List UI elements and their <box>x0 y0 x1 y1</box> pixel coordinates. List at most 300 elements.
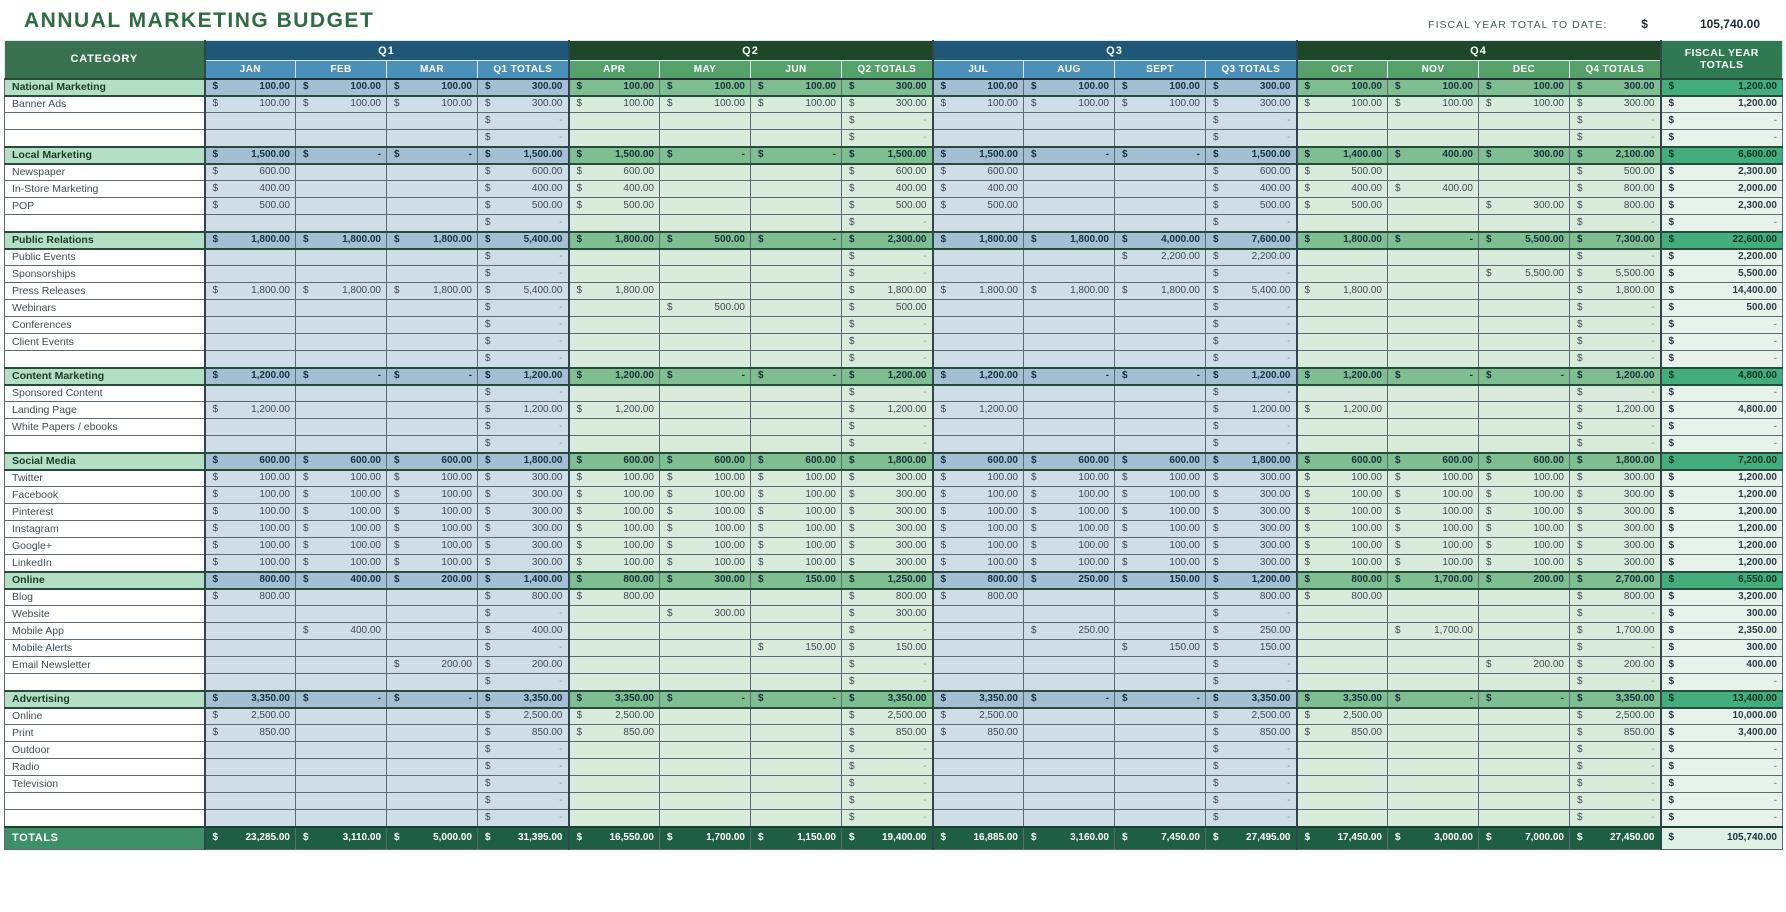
cell-jan[interactable] <box>205 113 296 130</box>
cell-feb[interactable] <box>296 742 387 759</box>
month-header-apr[interactable]: APR <box>569 61 660 79</box>
cell-fy-total[interactable]: $ 300.00 <box>1661 606 1783 623</box>
cell-fy-total[interactable]: $ 14,400.00 <box>1661 283 1783 300</box>
cell-q1-total[interactable]: $ 300.00 <box>478 555 569 572</box>
cell-jun[interactable]: $ - <box>751 147 842 164</box>
cell-jan[interactable]: $ 100.00 <box>205 504 296 521</box>
cell-dec[interactable]: $ 7,000.00 <box>1479 827 1570 850</box>
cell-may[interactable] <box>660 776 751 793</box>
row-label-cell[interactable] <box>5 351 205 368</box>
row-label-cell[interactable]: Twitter <box>5 470 205 487</box>
cell-q4-total[interactable]: $ 5,500.00 <box>1570 266 1661 283</box>
cell-q4-total[interactable]: $ 300.00 <box>1570 504 1661 521</box>
cell-aug[interactable] <box>1024 164 1115 181</box>
cell-q3-total[interactable]: $ - <box>1206 266 1297 283</box>
cell-jan[interactable]: $ 100.00 <box>205 487 296 504</box>
cell-q1-total[interactable]: $ - <box>478 300 569 317</box>
cell-mar[interactable]: $ 600.00 <box>387 453 478 470</box>
cell-q4-total[interactable]: $ - <box>1570 334 1661 351</box>
cell-jan[interactable]: $ 100.00 <box>205 96 296 113</box>
cell-mar[interactable]: $ 100.00 <box>387 521 478 538</box>
cell-sept[interactable] <box>1115 198 1206 215</box>
cell-dec[interactable]: $ 100.00 <box>1479 96 1570 113</box>
cell-feb[interactable] <box>296 266 387 283</box>
cell-q2-total[interactable]: $ 300.00 <box>842 96 933 113</box>
cell-fy-total[interactable]: $ 2,000.00 <box>1661 181 1783 198</box>
row-label-cell[interactable]: Sponsored Content <box>5 385 205 402</box>
cell-jun[interactable]: $ 100.00 <box>751 504 842 521</box>
cell-fy-total[interactable]: $ 1,200.00 <box>1661 555 1783 572</box>
cell-aug[interactable] <box>1024 674 1115 691</box>
cell-apr[interactable] <box>569 640 660 657</box>
cell-fy-total[interactable]: $ 5,500.00 <box>1661 266 1783 283</box>
cell-q2-total[interactable]: $ 300.00 <box>842 487 933 504</box>
cell-q2-total[interactable]: $ - <box>842 793 933 810</box>
cell-jan[interactable] <box>205 742 296 759</box>
cell-q4-total[interactable]: $ - <box>1570 776 1661 793</box>
cell-q1-total[interactable]: $ 1,200.00 <box>478 368 569 385</box>
cell-jun[interactable] <box>751 317 842 334</box>
cell-jul[interactable]: $ 1,200.00 <box>933 402 1024 419</box>
row-label-cell[interactable]: Newspaper <box>5 164 205 181</box>
cell-q3-total[interactable]: $ - <box>1206 113 1297 130</box>
cell-mar[interactable] <box>387 674 478 691</box>
cell-may[interactable] <box>660 623 751 640</box>
cell-q3-total[interactable]: $ 300.00 <box>1206 96 1297 113</box>
cell-dec[interactable]: $ - <box>1479 691 1570 708</box>
row-label-cell[interactable]: Advertising <box>5 691 205 708</box>
cell-jun[interactable]: $ 100.00 <box>751 79 842 96</box>
cell-aug[interactable] <box>1024 776 1115 793</box>
cell-jun[interactable] <box>751 402 842 419</box>
cell-apr[interactable] <box>569 249 660 266</box>
cell-q4-total[interactable]: $ 2,500.00 <box>1570 708 1661 725</box>
cell-jun[interactable] <box>751 283 842 300</box>
cell-mar[interactable] <box>387 198 478 215</box>
cell-jul[interactable] <box>933 351 1024 368</box>
cell-aug[interactable]: $ 100.00 <box>1024 504 1115 521</box>
row-label-cell[interactable]: Email Newsletter <box>5 657 205 674</box>
cell-may[interactable]: $ 100.00 <box>660 470 751 487</box>
cell-aug[interactable] <box>1024 334 1115 351</box>
cell-feb[interactable] <box>296 589 387 606</box>
cell-nov[interactable]: $ 600.00 <box>1388 453 1479 470</box>
cell-q2-total[interactable]: $ 300.00 <box>842 538 933 555</box>
quarter-header-q4[interactable]: Q4 <box>1297 41 1661 61</box>
cell-jul[interactable] <box>933 436 1024 453</box>
cell-may[interactable]: $ 600.00 <box>660 453 751 470</box>
cell-jun[interactable]: $ 100.00 <box>751 521 842 538</box>
cell-oct[interactable]: $ 100.00 <box>1297 470 1388 487</box>
cell-may[interactable]: $ 300.00 <box>660 572 751 589</box>
cell-jan[interactable]: $ 100.00 <box>205 538 296 555</box>
row-label-cell[interactable]: Public Relations <box>5 232 205 249</box>
cell-feb[interactable]: $ 100.00 <box>296 470 387 487</box>
cell-sept[interactable]: $ 100.00 <box>1115 504 1206 521</box>
cell-aug[interactable]: $ 100.00 <box>1024 79 1115 96</box>
cell-dec[interactable] <box>1479 351 1570 368</box>
cell-nov[interactable] <box>1388 198 1479 215</box>
cell-may[interactable] <box>660 742 751 759</box>
cell-jul[interactable] <box>933 334 1024 351</box>
cell-nov[interactable] <box>1388 742 1479 759</box>
cell-apr[interactable]: $ 100.00 <box>569 504 660 521</box>
cell-jan[interactable] <box>205 623 296 640</box>
cell-jan[interactable] <box>205 436 296 453</box>
cell-may[interactable]: $ 100.00 <box>660 555 751 572</box>
cell-oct[interactable] <box>1297 436 1388 453</box>
quarter-header-q1[interactable]: Q1 <box>205 41 569 61</box>
cell-jan[interactable]: $ 1,200.00 <box>205 368 296 385</box>
cell-jun[interactable]: $ 100.00 <box>751 96 842 113</box>
cell-dec[interactable] <box>1479 623 1570 640</box>
cell-may[interactable] <box>660 164 751 181</box>
cell-q4-total[interactable]: $ 1,700.00 <box>1570 623 1661 640</box>
cell-apr[interactable]: $ 2,500.00 <box>569 708 660 725</box>
cell-q2-total[interactable]: $ 300.00 <box>842 79 933 96</box>
month-header-jan[interactable]: JAN <box>205 61 296 79</box>
cell-nov[interactable]: $ 1,700.00 <box>1388 572 1479 589</box>
month-header-nov[interactable]: NOV <box>1388 61 1479 79</box>
cell-q3-total[interactable]: $ - <box>1206 793 1297 810</box>
cell-oct[interactable] <box>1297 606 1388 623</box>
row-label-cell[interactable]: Instagram <box>5 521 205 538</box>
cell-may[interactable] <box>660 181 751 198</box>
cell-dec[interactable] <box>1479 283 1570 300</box>
cell-jun[interactable] <box>751 334 842 351</box>
cell-sept[interactable]: $ 100.00 <box>1115 470 1206 487</box>
cell-may[interactable] <box>660 198 751 215</box>
cell-may[interactable] <box>660 130 751 147</box>
cell-jan[interactable]: $ 23,285.00 <box>205 827 296 850</box>
cell-jan[interactable] <box>205 266 296 283</box>
cell-dec[interactable]: $ 300.00 <box>1479 198 1570 215</box>
cell-q4-total[interactable]: $ - <box>1570 436 1661 453</box>
row-label-cell[interactable]: Banner Ads <box>5 96 205 113</box>
cell-nov[interactable] <box>1388 759 1479 776</box>
cell-q1-total[interactable]: $ 300.00 <box>478 96 569 113</box>
cell-nov[interactable]: $ 100.00 <box>1388 555 1479 572</box>
row-label-cell[interactable]: Website <box>5 606 205 623</box>
cell-q4-total[interactable]: $ - <box>1570 640 1661 657</box>
cell-sept[interactable]: $ - <box>1115 147 1206 164</box>
cell-apr[interactable] <box>569 419 660 436</box>
cell-sept[interactable] <box>1115 793 1206 810</box>
cell-q3-total[interactable]: $ - <box>1206 385 1297 402</box>
cell-nov[interactable]: $ 100.00 <box>1388 79 1479 96</box>
cell-sept[interactable]: $ 7,450.00 <box>1115 827 1206 850</box>
cell-aug[interactable]: $ - <box>1024 691 1115 708</box>
cell-may[interactable]: $ 300.00 <box>660 606 751 623</box>
cell-q1-total[interactable]: $ 500.00 <box>478 198 569 215</box>
cell-aug[interactable]: $ 3,160.00 <box>1024 827 1115 850</box>
cell-aug[interactable] <box>1024 419 1115 436</box>
cell-apr[interactable] <box>569 623 660 640</box>
cell-mar[interactable] <box>387 351 478 368</box>
cell-jan[interactable]: $ 850.00 <box>205 725 296 742</box>
cell-q1-total[interactable]: $ - <box>478 436 569 453</box>
cell-fy-total[interactable]: $ - <box>1661 419 1783 436</box>
cell-may[interactable]: $ 500.00 <box>660 232 751 249</box>
cell-jun[interactable] <box>751 657 842 674</box>
cell-q4-total[interactable]: $ 7,300.00 <box>1570 232 1661 249</box>
cell-dec[interactable] <box>1479 334 1570 351</box>
cell-q1-total[interactable]: $ 5,400.00 <box>478 232 569 249</box>
cell-dec[interactable]: $ 300.00 <box>1479 147 1570 164</box>
cell-dec[interactable] <box>1479 810 1570 827</box>
cell-jan[interactable]: $ 600.00 <box>205 453 296 470</box>
cell-q3-total[interactable]: $ - <box>1206 674 1297 691</box>
cell-aug[interactable] <box>1024 181 1115 198</box>
cell-q3-total[interactable]: $ 300.00 <box>1206 538 1297 555</box>
cell-sept[interactable] <box>1115 674 1206 691</box>
cell-q3-total[interactable]: $ 7,600.00 <box>1206 232 1297 249</box>
cell-jun[interactable] <box>751 759 842 776</box>
cell-may[interactable] <box>660 589 751 606</box>
cell-q1-total[interactable]: $ 200.00 <box>478 657 569 674</box>
cell-q2-total[interactable]: $ 300.00 <box>842 555 933 572</box>
quarter-header-q2[interactable]: Q2 <box>569 41 933 61</box>
cell-sept[interactable]: $ 150.00 <box>1115 640 1206 657</box>
cell-q1-total[interactable]: $ 300.00 <box>478 487 569 504</box>
cell-q1-total[interactable]: $ - <box>478 810 569 827</box>
cell-fy-total[interactable]: $ 4,800.00 <box>1661 368 1783 385</box>
cell-q4-total[interactable]: $ - <box>1570 419 1661 436</box>
cell-may[interactable]: $ - <box>660 691 751 708</box>
cell-jun[interactable]: $ - <box>751 368 842 385</box>
cell-dec[interactable]: $ 100.00 <box>1479 521 1570 538</box>
row-label-cell[interactable] <box>5 130 205 147</box>
cell-nov[interactable] <box>1388 657 1479 674</box>
cell-jul[interactable]: $ 2,500.00 <box>933 708 1024 725</box>
row-label-cell[interactable] <box>5 793 205 810</box>
cell-nov[interactable]: $ 400.00 <box>1388 181 1479 198</box>
cell-q4-total[interactable]: $ 300.00 <box>1570 96 1661 113</box>
cell-q2-total[interactable]: $ - <box>842 419 933 436</box>
cell-nov[interactable] <box>1388 317 1479 334</box>
cell-feb[interactable]: $ 400.00 <box>296 623 387 640</box>
cell-apr[interactable]: $ 600.00 <box>569 164 660 181</box>
cell-mar[interactable]: $ 1,800.00 <box>387 232 478 249</box>
cell-oct[interactable] <box>1297 793 1388 810</box>
cell-sept[interactable] <box>1115 164 1206 181</box>
cell-jul[interactable]: $ 600.00 <box>933 164 1024 181</box>
cell-oct[interactable] <box>1297 742 1388 759</box>
cell-nov[interactable]: $ 100.00 <box>1388 521 1479 538</box>
cell-aug[interactable]: $ 1,800.00 <box>1024 232 1115 249</box>
cell-q1-total[interactable]: $ - <box>478 113 569 130</box>
cell-sept[interactable] <box>1115 402 1206 419</box>
cell-jan[interactable]: $ 400.00 <box>205 181 296 198</box>
cell-sept[interactable] <box>1115 606 1206 623</box>
cell-dec[interactable] <box>1479 249 1570 266</box>
cell-fy-total[interactable]: $ - <box>1661 130 1783 147</box>
cell-q4-total[interactable]: $ 800.00 <box>1570 198 1661 215</box>
quarter-total-header-q1[interactable]: Q1 TOTALS <box>478 61 569 79</box>
row-label-cell[interactable]: Outdoor <box>5 742 205 759</box>
cell-jan[interactable] <box>205 419 296 436</box>
cell-apr[interactable] <box>569 334 660 351</box>
cell-mar[interactable] <box>387 742 478 759</box>
cell-q4-total[interactable]: $ 1,200.00 <box>1570 368 1661 385</box>
cell-sept[interactable]: $ 2,200.00 <box>1115 249 1206 266</box>
cell-q2-total[interactable]: $ - <box>842 351 933 368</box>
cell-oct[interactable] <box>1297 810 1388 827</box>
cell-aug[interactable] <box>1024 742 1115 759</box>
cell-aug[interactable] <box>1024 385 1115 402</box>
cell-jan[interactable]: $ 100.00 <box>205 521 296 538</box>
cell-q4-total[interactable]: $ 1,800.00 <box>1570 283 1661 300</box>
cell-sept[interactable] <box>1115 317 1206 334</box>
row-label-cell[interactable]: White Papers / ebooks <box>5 419 205 436</box>
cell-jan[interactable]: $ 1,800.00 <box>205 283 296 300</box>
cell-jul[interactable] <box>933 266 1024 283</box>
cell-oct[interactable] <box>1297 657 1388 674</box>
cell-q2-total[interactable]: $ - <box>842 266 933 283</box>
cell-apr[interactable] <box>569 351 660 368</box>
cell-dec[interactable]: $ 200.00 <box>1479 657 1570 674</box>
cell-sept[interactable] <box>1115 215 1206 232</box>
cell-q4-total[interactable]: $ 300.00 <box>1570 555 1661 572</box>
cell-jun[interactable]: $ 100.00 <box>751 555 842 572</box>
cell-jun[interactable] <box>751 589 842 606</box>
cell-aug[interactable] <box>1024 657 1115 674</box>
cell-q3-total[interactable]: $ 2,200.00 <box>1206 249 1297 266</box>
cell-apr[interactable]: $ 100.00 <box>569 470 660 487</box>
cell-aug[interactable]: $ 100.00 <box>1024 538 1115 555</box>
cell-jul[interactable] <box>933 300 1024 317</box>
cell-aug[interactable] <box>1024 300 1115 317</box>
cell-jul[interactable] <box>933 130 1024 147</box>
cell-mar[interactable] <box>387 164 478 181</box>
cell-nov[interactable] <box>1388 674 1479 691</box>
row-label-cell[interactable]: Sponsorships <box>5 266 205 283</box>
cell-mar[interactable] <box>387 385 478 402</box>
cell-q4-total[interactable]: $ - <box>1570 674 1661 691</box>
cell-aug[interactable] <box>1024 266 1115 283</box>
cell-jun[interactable] <box>751 708 842 725</box>
cell-may[interactable] <box>660 351 751 368</box>
cell-q1-total[interactable]: $ 1,200.00 <box>478 402 569 419</box>
cell-aug[interactable]: $ 250.00 <box>1024 572 1115 589</box>
cell-jun[interactable] <box>751 776 842 793</box>
cell-jan[interactable] <box>205 674 296 691</box>
cell-may[interactable]: $ 100.00 <box>660 504 751 521</box>
row-label-cell[interactable]: Pinterest <box>5 504 205 521</box>
cell-jul[interactable]: $ 600.00 <box>933 453 1024 470</box>
cell-jun[interactable] <box>751 130 842 147</box>
cell-jul[interactable] <box>933 317 1024 334</box>
cell-q1-total[interactable]: $ - <box>478 419 569 436</box>
cell-jul[interactable]: $ 800.00 <box>933 572 1024 589</box>
cell-mar[interactable]: $ 200.00 <box>387 572 478 589</box>
cell-apr[interactable]: $ 1,200.00 <box>569 368 660 385</box>
cell-q3-total[interactable]: $ 300.00 <box>1206 79 1297 96</box>
cell-may[interactable] <box>660 402 751 419</box>
cell-q4-total[interactable]: $ 3,350.00 <box>1570 691 1661 708</box>
cell-feb[interactable]: $ - <box>296 147 387 164</box>
cell-mar[interactable]: $ 100.00 <box>387 96 478 113</box>
cell-q2-total[interactable]: $ - <box>842 385 933 402</box>
cell-q3-total[interactable]: $ 2,500.00 <box>1206 708 1297 725</box>
cell-may[interactable]: $ 1,700.00 <box>660 827 751 850</box>
cell-q3-total[interactable]: $ - <box>1206 351 1297 368</box>
row-label-cell[interactable]: LinkedIn <box>5 555 205 572</box>
cell-fy-total[interactable]: $ 2,350.00 <box>1661 623 1783 640</box>
cell-mar[interactable] <box>387 640 478 657</box>
cell-q2-total[interactable]: $ 19,400.00 <box>842 827 933 850</box>
cell-apr[interactable]: $ 16,550.00 <box>569 827 660 850</box>
cell-sept[interactable]: $ 150.00 <box>1115 572 1206 589</box>
cell-q3-total[interactable]: $ - <box>1206 130 1297 147</box>
cell-mar[interactable] <box>387 402 478 419</box>
cell-fy-total[interactable]: $ 2,300.00 <box>1661 164 1783 181</box>
cell-aug[interactable] <box>1024 249 1115 266</box>
cell-jun[interactable]: $ 100.00 <box>751 487 842 504</box>
cell-oct[interactable]: $ 1,800.00 <box>1297 283 1388 300</box>
cell-aug[interactable]: $ 100.00 <box>1024 487 1115 504</box>
cell-q1-total[interactable]: $ 300.00 <box>478 504 569 521</box>
cell-feb[interactable]: $ 100.00 <box>296 521 387 538</box>
cell-apr[interactable] <box>569 317 660 334</box>
cell-apr[interactable]: $ 850.00 <box>569 725 660 742</box>
cell-jun[interactable]: $ 100.00 <box>751 470 842 487</box>
cell-aug[interactable]: $ 100.00 <box>1024 96 1115 113</box>
cell-oct[interactable]: $ 800.00 <box>1297 589 1388 606</box>
cell-dec[interactable] <box>1479 589 1570 606</box>
cell-nov[interactable] <box>1388 419 1479 436</box>
row-label-cell[interactable]: Mobile Alerts <box>5 640 205 657</box>
cell-q2-total[interactable]: $ 1,200.00 <box>842 368 933 385</box>
cell-nov[interactable]: $ 400.00 <box>1388 147 1479 164</box>
cell-aug[interactable]: $ 600.00 <box>1024 453 1115 470</box>
cell-apr[interactable] <box>569 385 660 402</box>
cell-jun[interactable] <box>751 300 842 317</box>
cell-sept[interactable]: $ 100.00 <box>1115 96 1206 113</box>
cell-oct[interactable] <box>1297 249 1388 266</box>
cell-feb[interactable] <box>296 759 387 776</box>
cell-q3-total[interactable]: $ 300.00 <box>1206 504 1297 521</box>
cell-q2-total[interactable]: $ - <box>842 317 933 334</box>
cell-jun[interactable] <box>751 181 842 198</box>
cell-mar[interactable] <box>387 759 478 776</box>
cell-sept[interactable] <box>1115 657 1206 674</box>
cell-q4-total[interactable]: $ - <box>1570 317 1661 334</box>
cell-oct[interactable] <box>1297 266 1388 283</box>
cell-feb[interactable]: $ 100.00 <box>296 555 387 572</box>
cell-q3-total[interactable]: $ - <box>1206 810 1297 827</box>
cell-q1-total[interactable]: $ - <box>478 674 569 691</box>
cell-q2-total[interactable]: $ 2,500.00 <box>842 708 933 725</box>
cell-mar[interactable] <box>387 776 478 793</box>
quarter-header-q3[interactable]: Q3 <box>933 41 1297 61</box>
row-label-cell[interactable]: Landing Page <box>5 402 205 419</box>
cell-apr[interactable]: $ 500.00 <box>569 198 660 215</box>
cell-nov[interactable] <box>1388 283 1479 300</box>
cell-dec[interactable] <box>1479 708 1570 725</box>
cell-nov[interactable]: $ 100.00 <box>1388 538 1479 555</box>
cell-fy-total[interactable]: $ - <box>1661 113 1783 130</box>
cell-oct[interactable]: $ 100.00 <box>1297 521 1388 538</box>
cell-q3-total[interactable]: $ 1,200.00 <box>1206 368 1297 385</box>
cell-dec[interactable]: $ 100.00 <box>1479 538 1570 555</box>
row-label-cell[interactable] <box>5 113 205 130</box>
month-header-may[interactable]: MAY <box>660 61 751 79</box>
cell-q3-total[interactable]: $ - <box>1206 300 1297 317</box>
cell-mar[interactable] <box>387 708 478 725</box>
cell-dec[interactable] <box>1479 674 1570 691</box>
cell-may[interactable] <box>660 725 751 742</box>
